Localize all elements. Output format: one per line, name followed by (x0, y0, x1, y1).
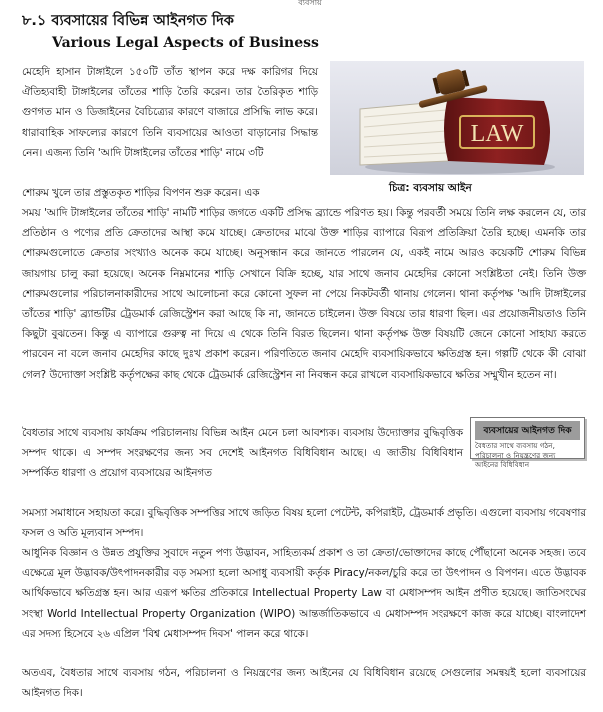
paragraph-story-intro-end: শোরুম খুলে তার প্রস্তুতকৃত শাড়ির বিপণন শুরু করেন। এক (22, 187, 260, 199)
top-fragment: ব্যবসায় (298, 0, 322, 6)
gavel-on-law-book-icon (330, 61, 584, 175)
paragraph-story-main: সময় 'আদি টাঙ্গাইলের তাঁতের শাড়ি' নামটি শাড়ির জগতে একটি প্রসিদ্ধ ব্র্যান্ডে পরিণত হয়। কিন্তু পরবর্তী সময়ে তিনি লক্ষ করলেন যে, তার প্রতিষ্ঠান ও পণ্যের প্রতি ক্রেতাদের আস্থা কমে যাচ্ছে। ক্রেতাদের মাঝে উক্ত শাড়ির ব্যাপারে বিরূপ প্রতিক্রিয়া তৈরি হচ্ছে। এমনকি তার শোরুমগুলোতে ক্রেতার সংখ্যাও অনেক কমে যাচ্ছে। অনুসন্ধান করে জানতে পারলেন যে, একই নামে আরও কয়েকটি শোরুম বিভিন্ন জায়গায় চালু করা হয়েছে। অনেক নিম্নমানের শাড়ি সেখানে বিক্রি হচ্ছে, যার সাথে জনাব মেহেদির কোনো সংশ্লিষ্টতা নেই। তিনি উক্ত শোরুমগুলোর পরিচালনাকারীদের সাথে আলোচনা করে কোনো সুফল না পেয়ে নিকটবর্তী থানায় গেলেন। থানা কর্তৃপক্ষ 'আদি টাঙ্গাইলের তাঁতের শাড়ি' ব্র্যান্ডটির ট্রেডমার্ক রেজিস্ট্রেশন করা আছে কি না, জানতে চাইলেন। উক্ত বিষয়ে তার ধারণা ছিল। এর প্রয়োজনীয়তাও তিনি কিছুটা বুঝতেন। কিন্তু এ ব্যাপারে গুরুত্ব না দিয়ে এ থেকে তিনি বিরত ছিলেন। থানা কর্তৃপক্ষ উক্ত বিষয়টি জেনে কোনো সাহায্য করতে পারবেন না বলে জনাব মেহেদির কাছে দুঃখ প্রকাশ করেন। পরিণতিতে জনাব মেহেদি ব্যবসায়িকভাবে ক্ষতিগ্রস্ত হন। গল্পটি থেকে কী বোঝা গেল? উদ্যোক্তা সংশ্লিষ্ট কর্তৃপক্ষের কাছ থেকে ট্রেডমার্ক রেজিস্ট্রেশন না নিবন্ধন করে রাখলে ব্যবসায়িকভাবে ক্ষতির সম্মুখীন হতেন না। (22, 207, 586, 381)
law-figure (330, 61, 584, 175)
section-title: ৮.১ ব্যবসায়ের বিভিন্ন আইনগত দিক (22, 13, 234, 29)
definition-box-body: বৈধতার সাথে ব্যবসায় গঠন, পরিচালনা ও নিয়ন্ত্রণের জন্য আইনের বিধিবিধান (475, 441, 556, 469)
paragraph-story-intro: মেহেদি হাসান টাঙ্গাইলে ১৫০টি তাঁত স্থাপন করে দক্ষ কারিগর দিয়ে ঐতিহ্যবাহী টাঙ্গাইলের তাঁতের শাড়ি তৈরি করেন। তার তৈরিকৃত শাড়ি গুণগত মান ও ডিজাইনের বৈচিত্র্যের কারণে বাজারে প্রসিদ্ধি লাভ করে। ধারাবাহিক সাফল্যের কারণে তিনি ব্যবসায়ের আওতা বাড়ানোর সিদ্ধান্ত নেন। এজন্য তিনি 'আদি টাঙ্গাইলের তাঁতের শাড়ি' নামে ৩টি (22, 66, 318, 159)
book-label: LAW (470, 121, 524, 147)
paragraph-conclusion: অতএব, বৈধতার সাথে ব্যবসায় গঠন, পরিচালনা ও নিয়ন্ত্রণের জন্য আইনের যে বিধিবিধান রয়েছে সেগুলোর সমন্বয়ই হলো ব্যবসায়ের আইনগত দিক। (22, 667, 586, 700)
figure-caption: চিত্র: ব্যবসায় আইন (389, 182, 472, 194)
paragraph-intellectual-property: আধুনিক বিজ্ঞান ও উন্নত প্রযুক্তির সুবাদে নতুন পণ্য উদ্ভাবন, সাহিত্যকর্ম প্রকাশ ও তা ক্রেতা/ভোক্তাদের কাছে পৌঁছানো অনেক সহজ। তবে এক্ষেত্রে মূল উদ্ভাবক/উৎপাদনকারীর বড় সমস্যা হলো অসাধু ব্যবসায়ী কর্তৃক Piracy/নকল/চুরি করে তা উৎপাদন ও বিপণন। এতে উদ্ভাবক আর্থিকভাবে ক্ষতিগ্রস্ত হন। আর এরূপ ক্ষতির প্রতিকারে Intellectual Property Law বা মেধাসম্পদ আইন প্রণীত হয়েছে। জাতিসংঘের সংস্থা World Intellectual Property Organization (WIPO) আন্তর্জাতিকভাবে এ মেধাসম্পদ সংরক্ষণে কাজ করে যাচ্ছে। বাংলাদেশ এর সদস্য হিসেবে ২৬ এপ্রিল 'বিশ্ব মেধাসম্পদ দিবস' পালন করে থাকে। (22, 547, 586, 640)
definition-box (470, 417, 585, 469)
paragraph-legal-intro: বৈধতার সাথে ব্যবসায় কার্যক্রম পরিচালনায় বিভিন্ন আইন মেনে চলা আবশ্যক। ব্যবসায় উদ্যোক্তার বুদ্ধিবৃত্তিক সম্পদ থাকে। এ সম্পদ সংরক্ষণের জন্য সব দেশেই আইনগত বিধিবিধান আছে। এ জাতীয় বিধিবিধান সম্পর্কিত ধারণা ও প্রয়োগ ব্যবসায়ের আইনগত (22, 427, 463, 480)
paragraph-legal-intro-end: সমস্যা সমাধানে সহায়তা করে। বুদ্ধিবৃত্তিক সম্পত্তির সাথে জড়িত বিষয় হলো পেটেন্ট, কপিরাইট, ট্রেডমার্ক প্রভৃতি। এগুলো ব্যবসায় গবেষণার ফসল ও অতি মূল্যবান সম্পদ। (22, 507, 586, 540)
section-subtitle: Various Legal Aspects of Business (52, 35, 319, 51)
definition-box-title: ব্যবসায়ের আইনগত দিক (475, 421, 580, 440)
